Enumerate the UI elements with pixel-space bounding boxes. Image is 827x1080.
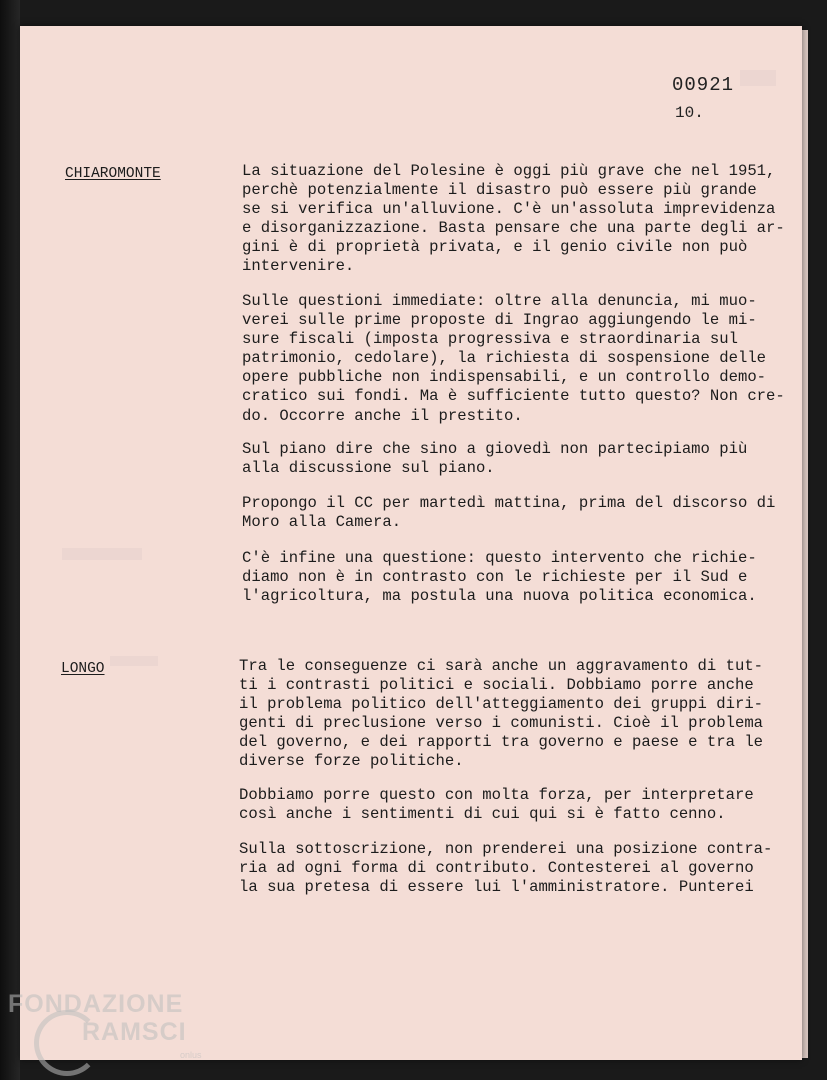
paragraph: Sulle questioni immediate: oltre alla denuncia, mi muo- verei sulle prime proposte di Ingrao aggiungendo le mi- sure fiscali (imposta progressiva e straordinaria sul patrimonio, cedolare), la richiesta di sospensione delle opere pubbliche non indispensabili, e un controllo demo- cratico sui fondi. Ma è sufficiente tutto questo? Non cre- do. Occorre anche il prestito.	[242, 292, 785, 425]
watermark-suffix: onlus	[180, 1050, 202, 1060]
paragraph: Sul piano dire che sino a giovedì non partecipiamo più alla discussione sul piano.	[242, 440, 748, 478]
page-right-edge	[802, 30, 808, 1058]
paragraph: Dobbiamo porre questo con molta forza, per interpretare così anche i sentimenti di cui qui si è fatto cenno.	[239, 786, 754, 824]
speaker-name: LONGO	[61, 661, 105, 677]
speaker-name: CHIAROMONTE	[65, 166, 161, 182]
watermark-line-1: FONDAZIONE	[8, 990, 184, 1018]
page-number: 10.	[675, 104, 704, 122]
paragraph: Sulla sottoscrizione, non prenderei una posizione contra- ria ad ogni forma di contributo. Contesterei al governo la sua pretesa di essere lui l'amministratore. Punterei	[239, 840, 773, 897]
paragraph: La situazione del Polesine è oggi più grave che nel 1951, perchè potenzialmente il disastro può essere più grande se si verifica un'alluvione. C'è un'assoluta imprevidenza e disorganizzazione. Basta pensare che una parte degli ar- gini è di proprietà privata, e il genio civile non può intervenire.	[242, 162, 785, 276]
scan-left-edge	[0, 0, 20, 1080]
watermark-line-2: RAMSCI	[82, 1018, 187, 1046]
paragraph: C'è infine una questione: questo intervento che richie- diamo non è in contrasto con le richieste per il Sud e l'agricoltura, ma postula una nuova politica economica.	[242, 549, 757, 606]
document-number: 00921	[672, 74, 735, 96]
paragraph: Tra le conseguenze ci sarà anche un aggravamento di tut- ti i contrasti politici e sociali. Dobbiamo porre anche il problema politico dell'atteggiamento dei gruppi diri- genti di preclusione verso i comunisti. Cioè il problema del governo, e dei rapporti tra governo e paese e tra le diverse forze politiche.	[239, 657, 764, 771]
paragraph: Propongo il CC per martedì mattina, prima del discorso di Moro alla Camera.	[242, 494, 776, 532]
